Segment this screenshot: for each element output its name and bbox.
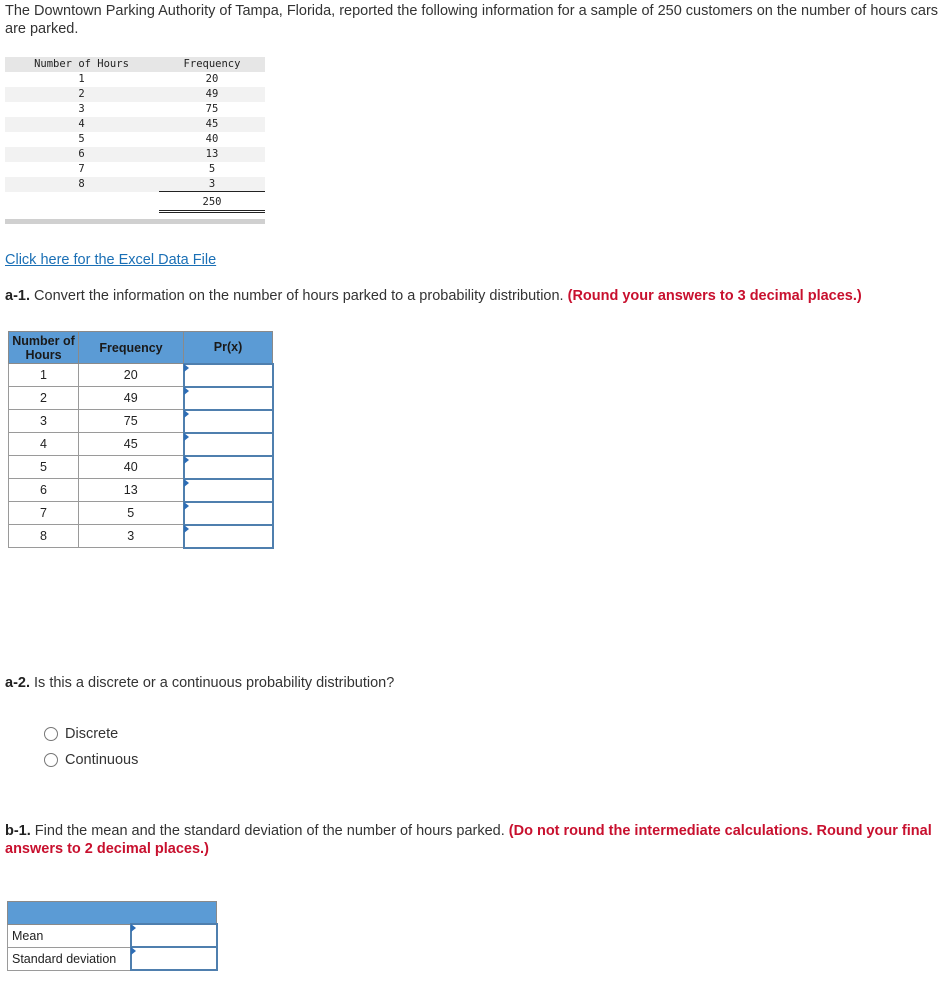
pt-hours: 4 [9,433,79,456]
data-table-row [5,72,265,87]
radio-continuous-circle[interactable] [44,753,58,767]
pt-frequency: 40 [79,456,184,479]
a2-text: Is this a discrete or a continuous probability distribution? [30,675,395,691]
pt-frequency: 5 [79,502,184,525]
prob-input[interactable] [184,364,273,387]
prob-input[interactable] [184,387,273,410]
pt-header-hours: Number of Hours [9,332,79,364]
mean-label: Mean [8,924,132,947]
row-frequency: 5 [208,163,216,175]
pt-hours: 3 [9,410,79,433]
a1-note: (Round your answers to 3 decimal places.) [567,288,862,304]
excel-data-link[interactable]: Click here for the Excel Data File [5,252,217,268]
radio-discrete-label: Discrete [65,726,119,742]
pt-hours: 8 [9,525,79,548]
row-hours: 1 [78,73,85,85]
input-flag-icon [184,479,189,487]
input-flag-icon [184,410,189,418]
data-table-row [5,117,265,132]
b1-label: b-1. [5,823,31,839]
table-divider [5,219,265,224]
a1-label: a-1. [5,288,30,304]
pt-row [9,456,273,479]
pt-frequency: 3 [79,525,184,548]
data-table [5,57,265,224]
pt-frequency: 75 [79,410,184,433]
mean-sd-header [8,902,217,925]
sd-label: Standard deviation [8,947,132,970]
row-frequency: 13 [205,148,219,160]
pt-hours: 2 [9,387,79,410]
pt-header-frequency: Frequency [79,332,184,364]
input-flag-icon [184,387,189,395]
radio-continuous[interactable] [44,752,138,768]
row-frequency: 49 [205,88,219,100]
pt-row [9,410,273,433]
row-hours: 8 [78,178,85,190]
pt-row [9,364,273,387]
pt-frequency: 49 [79,387,184,410]
pt-frequency: 45 [79,433,184,456]
data-table-row [5,147,265,162]
row-hours: 7 [78,163,85,175]
question-b1 [5,822,935,858]
row-frequency: 45 [205,118,219,130]
data-table-row [5,102,265,117]
input-flag-icon [184,525,189,533]
row-frequency: 3 [159,177,265,192]
input-flag-icon [131,924,136,932]
data-table-row [5,132,265,147]
prob-input[interactable] [184,433,273,456]
pt-row [9,433,273,456]
pt-header-prob: Pr(x) [184,332,273,364]
pt-row [9,479,273,502]
pt-frequency: 13 [79,479,184,502]
input-flag-icon [184,364,189,372]
radio-discrete-circle[interactable] [44,727,58,741]
data-table-header [5,57,265,72]
prob-input[interactable] [184,479,273,502]
row-frequency: 40 [205,133,219,145]
input-flag-icon [131,947,136,955]
sd-input[interactable] [131,947,216,970]
pt-row [9,502,273,525]
a1-text: Convert the information on the number of hours parked to a probability distribution. [30,288,568,304]
pt-row [9,387,273,410]
mean-sd-table [7,901,218,971]
b1-note: (Do not round the intermediate calculations. Round your final answers to 2 decimal places.) [5,823,932,857]
pt-hours: 1 [9,364,79,387]
pt-hours: 6 [9,479,79,502]
question-a2 [5,675,394,691]
row-hours: 3 [78,103,85,115]
input-flag-icon [184,502,189,510]
pt-row [9,525,273,548]
prob-input[interactable] [184,456,273,479]
b1-text: Find the mean and the standard deviation of the number of hours parked. [30,823,509,839]
data-table-row [5,87,265,102]
probability-table [8,331,274,549]
prob-input[interactable] [184,502,273,525]
pt-frequency: 20 [79,364,184,387]
header-frequency: Frequency [159,57,265,72]
mean-row [8,924,217,947]
total-value: 250 [159,192,265,213]
row-hours: 2 [78,88,85,100]
row-frequency: 20 [205,73,219,85]
pt-hours: 5 [9,456,79,479]
question-a1 [5,288,940,304]
data-table-row [5,162,265,177]
row-frequency: 75 [205,103,219,115]
row-hours: 4 [78,118,85,130]
intro-text: The Downtown Parking Authority of Tampa, Florida, reported the following information for a sample of 250 customers on the number of hours cars are parked. [5,3,939,37]
radio-continuous-label: Continuous [65,752,139,768]
prob-input[interactable] [184,410,273,433]
radio-discrete[interactable] [44,726,118,742]
row-hours: 6 [78,148,85,160]
header-hours: Number of Hours [5,57,158,72]
mean-input[interactable] [131,924,216,947]
input-flag-icon [184,456,189,464]
input-flag-icon [184,433,189,441]
row-hours: 5 [78,133,85,145]
data-table-row [5,177,265,192]
prob-input[interactable] [184,525,273,548]
sd-row [8,947,217,970]
data-table-total-row [5,192,265,213]
pt-hours: 7 [9,502,79,525]
a2-label: a-2. [5,675,30,691]
